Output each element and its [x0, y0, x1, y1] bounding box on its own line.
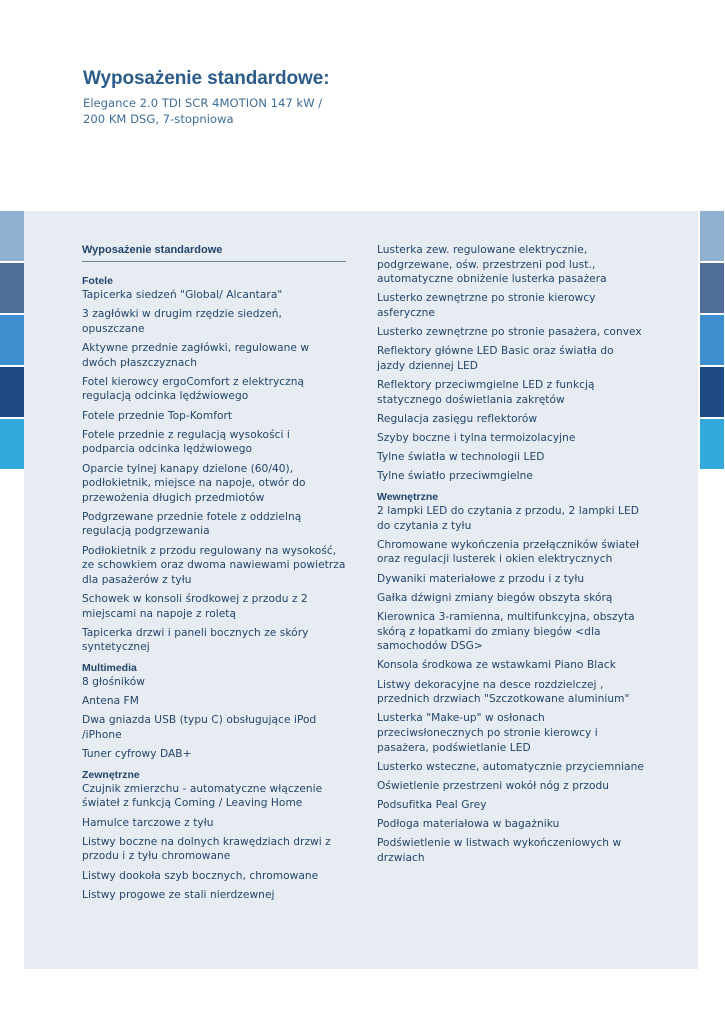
equipment-item: Listwy dekoracyjne na desce rozdzielczej , przednich drzwiach "Szczotkowane aluminium": [377, 678, 630, 706]
color-tab-right-3: [700, 315, 724, 365]
equipment-item: Antena FM: [82, 695, 139, 708]
model-subtitle: Elegance 2.0 TDI SCR 4MOTION 147 kW / 200 KM DSG, 7-stopniowa: [83, 96, 323, 126]
group-title: Wewnętrzne: [377, 491, 439, 504]
color-tab-right-2: [700, 263, 724, 313]
color-tab-right-4: [700, 367, 724, 417]
equipment-group-zewnetrzne: [82, 768, 346, 903]
equipment-item: Podłokietnik z przodu regulowany na wysokość, ze schowkiem oraz dwoma nawiewami powietrza dla pasażerów z tyłu: [82, 544, 346, 586]
equipment-item: Podświetlenie w listwach wykończeniowych w drzwiach: [377, 837, 622, 865]
equipment-item: Podsufitka Peal Grey: [377, 799, 487, 812]
equipment-item: Tapicerka siedzeń "Global/ Alcantara": [82, 289, 283, 301]
equipment-item: Gałka dźwigni zmiany biegów obszyta skórą: [377, 591, 613, 604]
equipment-item: Fotele przednie Top-Komfort: [82, 409, 233, 422]
equipment-item: Oparcie tylnej kanapy dzielone (60/40), podłokietnik, miejsce na napoje, otwór do przewożenia długich przedmiotów: [82, 462, 306, 504]
equipment-item: Listwy progowe ze stali nierdzewnej: [82, 888, 275, 901]
equipment-item: Listwy boczne na dolnych krawędziach drzwi z przodu i z tyłu chromowane: [82, 835, 331, 863]
equipment-item: Dywaniki materiałowe z przodu i z tyłu: [377, 572, 585, 585]
equipment-item: Fotele przednie z regulacją wysokości i podparcia odcinka lędźwiowego: [82, 428, 290, 456]
section-title: Wyposażenie standardowe: [82, 243, 346, 262]
equipment-item: Reflektory główne LED Basic oraz światła do jazdy dziennej LED: [377, 345, 614, 372]
equipment-item: Tylne światła w technologii LED: [377, 451, 545, 464]
equipment-item: Oświetlenie przestrzeni wokół nóg z przodu: [377, 779, 610, 792]
equipment-item: Podgrzewane przednie fotele z oddzielną regulacją podgrzewania: [82, 510, 302, 538]
equipment-item: Tuner cyfrowy DAB+: [82, 748, 192, 761]
equipment-item: Szyby boczne i tylna termoizolacyjne: [377, 432, 576, 445]
equipment-item: Lusterka "Make-up" w osłonach przeciwsłonecznych po stronie kierowcy i pasażera, podświetlanie LED: [377, 712, 598, 754]
equipment-item: 8 głośników: [82, 676, 145, 688]
group-title: Fotele: [82, 275, 113, 287]
page-header: [83, 66, 383, 127]
equipment-item: Tapicerka drzwi i paneli bocznych ze skóry syntetycznej: [82, 626, 309, 654]
equipment-item: Podłoga materiałowa w bagażniku: [377, 818, 560, 831]
equipment-group-fotele: [82, 274, 346, 655]
equipment-item: Chromowane wykończenia przełączników świateł oraz regulacji lusterek i okien elektrycznych: [377, 538, 640, 566]
equipment-item: Aktywne przednie zagłówki, regulowane w dwóch płaszczyznach: [82, 341, 310, 369]
group-title: Multimedia: [82, 662, 137, 674]
color-tab-left-5: [0, 419, 24, 469]
color-tab-left-3: [0, 315, 24, 365]
equipment-item: Fotel kierowcy ergoComfort z elektryczną regulacją odcinka lędźwiowego: [82, 375, 305, 403]
equipment-item: Kierownica 3-ramienna, multifunkcyjna, obszyta skórą z łopatkami do zmiany biegów <dla samochodów DSG>: [377, 611, 635, 653]
color-tab-right-1: [700, 211, 724, 261]
group-title: Zewnętrzne: [82, 768, 140, 781]
equipment-item: Schowek w konsoli środkowej z przodu z 2 miejscami na napoje z roletą: [82, 593, 308, 620]
equipment-group-wewnetrzne: [377, 490, 645, 866]
equipment-item: Reflektory przeciwmgielne LED z funkcją statycznego doświetlania zakrętów: [377, 379, 595, 406]
color-tab-left-2: [0, 263, 24, 313]
equipment-item: Lusterko zewnętrzne po stronie pasażera, convex: [377, 326, 642, 339]
page-title: Wyposażenie standardowe:: [83, 68, 330, 89]
equipment-item: Hamulce tarczowe z tyłu: [82, 816, 214, 829]
equipment-item: 3 zagłówki w drugim rzędzie siedzeń, opuszczane: [82, 308, 282, 335]
equipment-item: Lusterka zew. regulowane elektrycznie, podgrzewane, ośw. przestrzeni pod lust., automatyczne obniżenie lusterka pasażera: [377, 244, 607, 286]
equipment-item: Lusterko zewnętrzne po stronie kierowcy asferyczne: [377, 292, 596, 319]
color-tab-left-4: [0, 367, 24, 417]
equipment-column-left: [82, 243, 346, 907]
equipment-item: Tylne światło przeciwmgielne: [377, 470, 533, 483]
equipment-item: Regulacja zasięgu reflektorów: [377, 412, 538, 425]
equipment-item: Listwy dookoła szyb bocznych, chromowane: [82, 869, 319, 882]
equipment-item: 2 lampki LED do czytania z przodu, 2 lampki LED do czytania z tyłu: [377, 505, 639, 532]
color-tab-right-5: [700, 419, 724, 469]
equipment-group-multimedia: [82, 661, 346, 762]
color-tab-left-1: [0, 211, 24, 261]
equipment-column-right: [377, 243, 645, 870]
equipment-group-lights: [377, 243, 645, 484]
equipment-item: Lusterko wsteczne, automatycznie przyciemniane: [377, 760, 644, 773]
equipment-item: Dwa gniazda USB (typu C) obsługujące iPod /iPhone: [82, 714, 317, 741]
equipment-item: Czujnik zmierzchu - automatyczne włączenie świateł z funkcją Coming / Leaving Home: [82, 782, 323, 810]
equipment-item: Konsola środkowa ze wstawkami Piano Black: [377, 659, 616, 672]
